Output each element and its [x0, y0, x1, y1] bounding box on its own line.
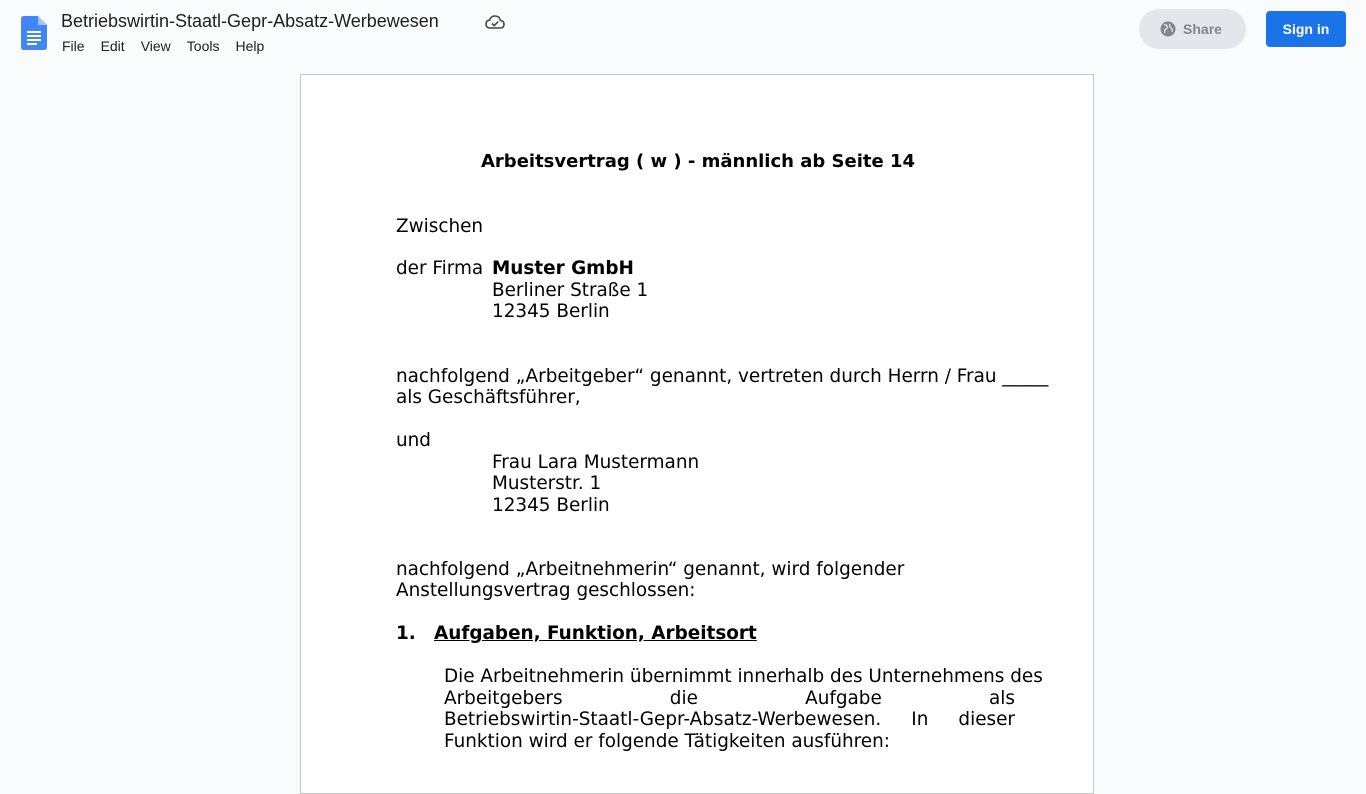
menu-view[interactable]: View [140, 38, 171, 54]
menu-tools[interactable]: Tools [186, 38, 220, 54]
paragraph-line-3 [444, 709, 1015, 731]
document-page[interactable] [300, 74, 1094, 794]
paragraph-word: Betriebswirtin-Staatl-Gepr-Absatz-Werbewesen. [444, 709, 882, 731]
paragraph-word: dieser [958, 709, 1015, 731]
document-heading: Arbeitsvertrag ( w ) - männlich ab Seite 14 [481, 151, 915, 172]
paragraph-word: Aufgabe [805, 687, 882, 709]
firma-city: 12345 Berlin [492, 301, 610, 322]
paragraph-word: In [911, 709, 929, 731]
firma-label: der Firma [396, 258, 484, 279]
section-number: 1. [396, 623, 416, 644]
menu-bar [54, 36, 272, 56]
cloud-status-icon[interactable] [484, 13, 506, 31]
firma-name: Muster GmbH [492, 258, 634, 279]
firma-street: Berliner Straße 1 [492, 280, 649, 301]
menu-file[interactable]: File [62, 38, 85, 54]
paragraph-word: als [989, 687, 1015, 709]
document-title[interactable]: Betriebswirtin-Staatl-Gepr-Absatz-Werbewesen [61, 11, 439, 31]
employee-text-line1: nachfolgend „Arbeitnehmerin“ genannt, wird folgender [396, 559, 905, 580]
employee-name: Frau Lara Mustermann [492, 452, 700, 473]
employee-city: 12345 Berlin [492, 495, 610, 516]
employee-text-line2: Anstellungsvertrag geschlossen: [396, 580, 696, 601]
und-text: und [396, 430, 431, 451]
paragraph-line-1-text: Die Arbeitnehmerin übernimmt innerhalb des Unternehmens des [444, 666, 1043, 687]
sign-in-button[interactable]: Sign in [1266, 11, 1346, 47]
menu-help[interactable]: Help [235, 38, 265, 54]
section-title: Aufgaben, Funktion, Arbeitsort [434, 623, 757, 644]
share-button[interactable] [1139, 9, 1246, 49]
employer-text-line1: nachfolgend „Arbeitgeber“ genannt, vertreten durch Herrn / Frau _____ [396, 366, 1049, 387]
paragraph-line-2 [444, 688, 1015, 710]
section-paragraph [444, 666, 1043, 752]
globe-icon [1159, 20, 1177, 38]
paragraph-line-4-text: Funktion wird er folgende Tätigkeiten ausführen: [444, 730, 890, 752]
share-button-label: Share [1183, 21, 1222, 37]
zwischen-text: Zwischen [396, 216, 484, 237]
top-bar [0, 0, 1366, 64]
paragraph-word: die [669, 687, 698, 709]
paragraph-line-4 [444, 731, 1015, 753]
docs-logo-icon[interactable] [21, 16, 47, 50]
employer-text-line2: als Geschäftsführer, [396, 387, 581, 408]
menu-edit[interactable]: Edit [100, 38, 125, 54]
employee-street: Musterstr. 1 [492, 473, 602, 494]
paragraph-word: Arbeitgebers [444, 687, 563, 709]
paragraph-line-1 [444, 666, 1043, 688]
